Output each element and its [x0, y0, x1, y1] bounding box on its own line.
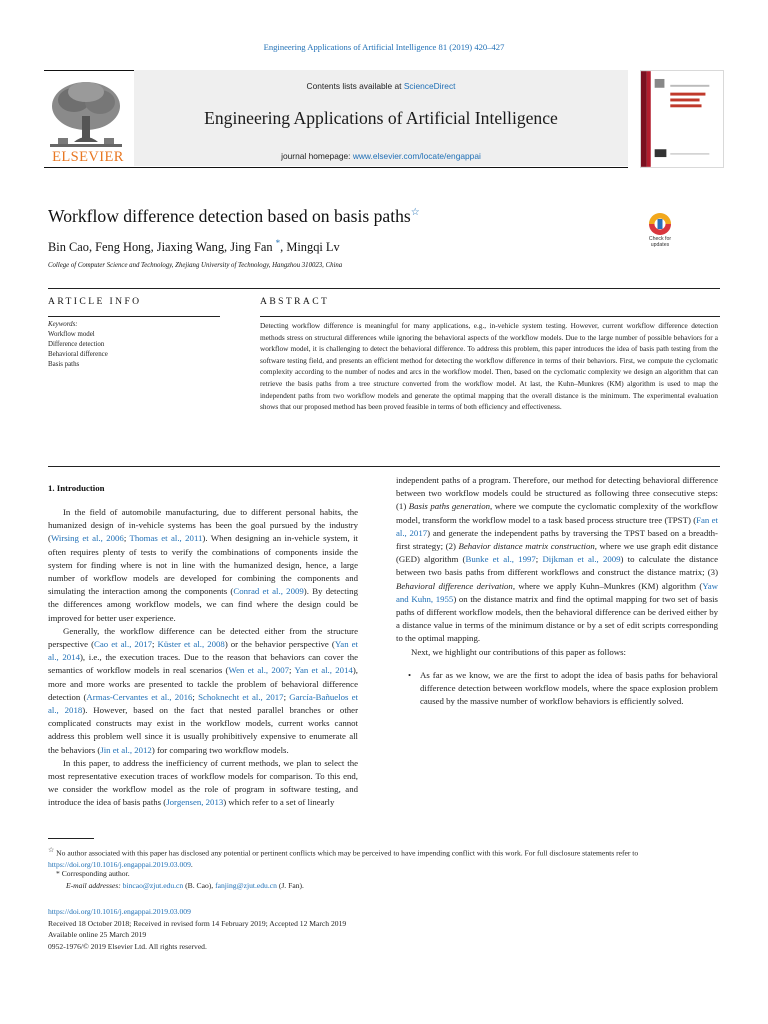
abstract-under-rule [260, 316, 720, 317]
abstract-heading: ABSTRACT [260, 296, 330, 307]
footnote-asterisk-mark: * [56, 869, 60, 878]
text-run: ), more and more works are presented to tackle the problem of behavioral difference detection ( [48, 665, 359, 702]
footnote-disclosure-text: No author associated with this paper has disclosed any potential or pertinent conflicts which may be perceived to have impending conflict with this work. For full disclosure statements refer to [54, 848, 639, 858]
homepage-prefix: journal homepage: [281, 151, 353, 161]
section-heading-introduction: 1. Introduction [48, 483, 105, 493]
received-dates: Received 18 October 2018; Received in revised form 14 February 2019; Accepted 12 March 2019 [48, 918, 347, 928]
copyright-line: 0952-1976/© 2019 Elsevier Ltd. All rights reserved. [48, 941, 207, 951]
body-column-right [396, 474, 718, 708]
corresponding-author-mark[interactable]: * [275, 238, 281, 248]
keyword-item: Workflow model [48, 331, 95, 338]
email-owner-fan: (J. Fan). [276, 881, 304, 890]
email-owner-cao: (B. Cao), [183, 881, 216, 890]
homepage-link[interactable]: www.elsevier.com/locate/engappai [352, 151, 481, 161]
citation-link[interactable]: Küster et al., 2008 [157, 639, 225, 650]
contribution-bullet: • As far as we know, we are the first to adopt the idea of basis paths for behavioral difference detection between workflow models, where the space explosion problem caused by the massive number of workflow behaviors is efficiently solved. [396, 669, 718, 709]
footnote-star-mark: ☆ [48, 846, 55, 854]
emphasis-text: Behavior distance matrix construction [458, 541, 595, 552]
text-run: , where we apply Kuhn–Munkres (KM) algorithm ( [512, 580, 703, 591]
email-label: E-mail addresses: [66, 881, 123, 890]
citation-link[interactable]: Conrad et al., 2009 [233, 586, 304, 597]
affiliation: College of Computer Science and Technology, Zhejiang University of Technology, Hangzhou 310023, China [48, 262, 343, 269]
keywords-block [48, 320, 108, 370]
citation-link[interactable]: Schoknecht et al., 2017 [198, 691, 284, 702]
text-run: ). By detecting the differences among workflow models, we can find where the design could be improved for better user experience. [48, 586, 358, 623]
footnote-emails [48, 880, 720, 891]
text-run: ; [192, 691, 199, 702]
emphasis-text: Behavioral difference derivation [396, 580, 513, 591]
text-run: ). However, based on the fact that nested parallel branches or other complicated constructs may exist in the workflow models, current works cannot address this problem well since it is usually prohibitively expensive to enumerate all the behaviors ( [48, 705, 358, 755]
corresponding-author-text: Corresponding author. [59, 869, 130, 878]
text-run: ) or the behavior perspective ( [224, 639, 335, 650]
text-run: ; [123, 533, 130, 544]
citation-link[interactable]: Yaw and Kuhn, 1955 [396, 580, 718, 604]
article-doi-link[interactable]: https://doi.org/10.1016/j.engappai.2019.03.009 [48, 907, 191, 916]
text-run: ) for comparing two workflow models. [151, 744, 289, 755]
keyword-item: Behavioral difference [48, 351, 108, 358]
emphasis-text: Basis paths generation [408, 501, 491, 512]
text-run: ) and generate the independent paths by traversing the TPST based on a breadth-first strategy; (2) [396, 527, 718, 552]
text-run: ) which refer to a set of linearly [223, 797, 335, 808]
authors-before: Bin Cao, Feng Hong, Jiaxing Wang, Jing Fan [48, 240, 276, 255]
check-for-updates-badge[interactable] [640, 212, 680, 254]
paragraph: Next, we highlight our contributions of this paper as follows: [411, 646, 627, 657]
sciencedirect-link[interactable]: ScienceDirect [403, 81, 456, 91]
citation-link[interactable]: Bunke et al., 1997 [465, 554, 536, 565]
masthead-bottom-rule [44, 167, 628, 168]
journal-title: Engineering Applications of Artificial Intelligence [204, 108, 558, 128]
paragraph [48, 757, 358, 810]
text-run: ), i.e., the execution traces. Due to the reason that behaviors can cover the semantics of workflow models in real scenarios ( [48, 652, 359, 676]
text-run: ). When designing an in-vehicle system, it often requires plenty of tests to verify the combinations of components inside the system for finding where is not in line with the humanized design, hence, a large number of workflow models are developed for combining the components and simulating the interaction among the components ( [48, 533, 359, 597]
paragraph-continued [396, 474, 718, 646]
body-column-left [48, 506, 358, 810]
citation-link[interactable]: Fan et al., 2017 [396, 514, 718, 538]
footnote-disclosure-end: . [190, 859, 193, 869]
text-run: In this paper, to address the inefficiency of current methods, we plan to select the most representative execution traces of workflow models for comparison. To this end, we consider the workflow model as the role of program in software testing, and introduce the idea of basis paths ( [48, 757, 358, 808]
keywords-label: Keywords: [48, 321, 78, 328]
text-run: ; [152, 639, 158, 650]
citation-link[interactable]: García-Bañuelos et al., 2018 [48, 691, 358, 716]
email-link-cao[interactable]: bincao@zjut.edu.cn [122, 881, 184, 890]
text-run: ) on the distance matrix and find the optimal mapping for two set of basis paths of different workflow models, then the behavioral difference can be derived either by a distance value in terms of the minimum distance or by a set of edit scripts corresponding to the optimal mapping. [396, 593, 718, 644]
title-footnote-mark[interactable]: ☆ [410, 207, 420, 219]
abstract-text: Detecting workflow difference is meaningful for many applications, e.g., in-vehicle system testing. However, current workflow difference detection methods stress on structural differences while ignoring the behavioral aspects of the workflow models. Due to the large number of possible behaviors for a workflow model, it is challenging to detect the behavioral difference. To address this problem, this paper introduces the idea of basis path testing from the software testing field, and presents an efficient method for detecting the workflow difference in terms of their behaviors. First, we compute the cyclomatic complexity according to the number of nodes and arcs in the workflow model. Then, based on the cyclomatic complexity we design an algorithm that can retrieve the basis paths from a tree structure converted from the workflow model. At last, the Kuhn–Munkres (KM) algorithm is used to map the independent paths from two workflow models and generate the optimal mapping that the overall distance is the minimum. The experimental evaluation shows that our proposed method has been proved feasible in terms of both efficiency and effectiveness. [260, 321, 718, 412]
text-run: , where we compute the cyclomatic complexity of the workflow model, transform the workflow model to a task based process structure tree (TPST) ( [396, 501, 718, 525]
keyword-item: Basis paths [48, 361, 80, 368]
disclosure-doi-link[interactable]: https://doi.org/10.1016/j.engappai.2019.03.009 [48, 859, 191, 869]
text-run: ; [535, 554, 543, 565]
text-run: ; [289, 665, 295, 676]
authors-after: , Mingqi Lv [280, 240, 340, 255]
author-list [48, 238, 340, 255]
footnote-rule [48, 838, 94, 839]
citation-link[interactable]: Armas-Cervantes et al., 2016 [86, 691, 193, 702]
citation-link[interactable]: Wen et al., 2007 [228, 665, 290, 676]
text-run: Generally, the workflow difference can be detected either from the structure perspective ( [48, 625, 358, 650]
citation-link[interactable]: Yan et al., 2014 [294, 665, 353, 676]
publication-info [48, 906, 346, 952]
journal-masthead [44, 70, 628, 168]
paragraph [48, 625, 358, 757]
citation-link[interactable]: Jin et al., 2012 [100, 744, 152, 755]
paragraph [48, 506, 358, 625]
article-title-text: Workflow difference detection based on basis paths [48, 206, 411, 226]
text-run: independent paths of a program. Therefore, our method for detecting behavioral difference between two workflow models could be structured as following three consecutive steps: (1) [396, 475, 718, 512]
article-info-heading: ARTICLE INFO [48, 296, 142, 307]
text-run: ) to calculate the distance between two basis paths from different workflows and construct the distance matrix; (3) [396, 554, 718, 578]
citation-link[interactable]: Dijkman et al., 2009 [542, 554, 621, 565]
journal-citation[interactable]: Engineering Applications of Artificial Intelligence 81 (2019) 420–427 [263, 42, 505, 52]
citation-link[interactable]: Cao et al., 2017 [94, 639, 153, 650]
footnote-corresponding [48, 868, 720, 879]
info-top-rule [48, 288, 720, 289]
contents-line [134, 81, 628, 91]
journal-title-box [134, 70, 628, 166]
citation-link[interactable]: Thomas et al., 2011 [129, 533, 203, 544]
footnote-disclosure [48, 845, 720, 870]
homepage-line [134, 151, 628, 161]
crossmark-icon [640, 212, 680, 238]
info-under-rule [48, 316, 220, 317]
text-run: , where we use graph edit distance (GED) algorithm ( [396, 541, 718, 565]
elsevier-wordmark: ELSEVIER [52, 149, 124, 165]
journal-cover-thumbnail[interactable] [640, 70, 724, 168]
contents-prefix: Contents lists available at [306, 81, 404, 91]
citation-link[interactable]: Jorgensen, 2013 [166, 797, 224, 808]
available-online: Available online 25 March 2019 [48, 930, 147, 940]
keyword-item: Difference detection [48, 341, 105, 348]
text-run: ; [283, 691, 290, 702]
citation-link[interactable]: Yan et al., 2014 [48, 639, 358, 663]
abstract-bottom-rule [48, 466, 720, 467]
email-link-fan[interactable]: fanjing@zjut.edu.cn [215, 881, 277, 890]
check-for-updates-label: Check for updates [648, 236, 672, 248]
article-title [48, 206, 420, 227]
citation-link[interactable]: Wirsing et al., 2006 [50, 533, 124, 544]
text-run: In the field of automobile manufacturing, due to different personal habits, the humanized design of in-vehicle systems has been the goal pursued by the industry ( [48, 507, 358, 544]
